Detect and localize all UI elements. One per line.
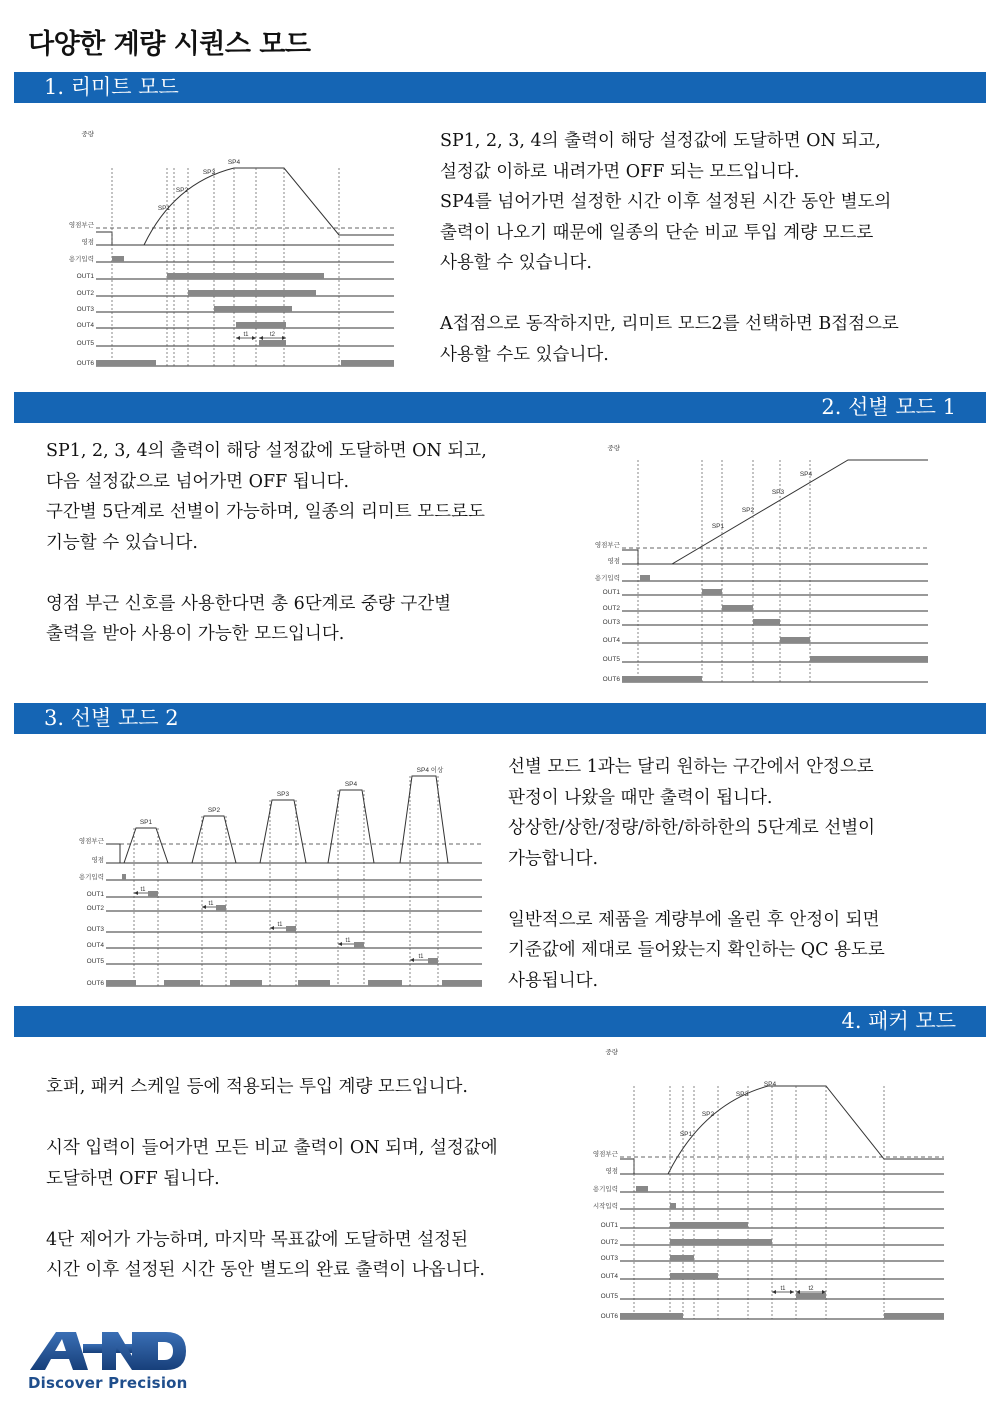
diagram-label: OUT4	[86, 942, 104, 949]
text-line: SP1, 2, 3, 4의 출력이 해당 설정값에 도달하면 ON 되고,	[440, 131, 881, 151]
timer-label: t1	[140, 887, 146, 893]
text-line: 사용할 수 있습니다.	[440, 253, 592, 273]
signal-pulse	[670, 1255, 694, 1261]
diagram-packer-mode	[588, 1044, 948, 1329]
signal-pulse	[670, 1222, 748, 1228]
arrow-head	[259, 336, 263, 340]
diagram-sort-mode-1	[590, 440, 935, 685]
diagram-label: SP1	[679, 1131, 693, 1138]
diagram-label: OUT1	[600, 1222, 618, 1229]
timer-label: t1	[208, 901, 214, 907]
text-line: 다음 설정값으로 넘어가면 OFF 됩니다.	[46, 471, 350, 492]
diagram-label: 영점	[91, 857, 104, 864]
diagram-label: SP2	[207, 807, 221, 814]
text-line: 사용됩니다.	[508, 970, 599, 991]
text-line: 영점 부근 신호를 사용한다면 총 6단계로 중량 구간별	[46, 593, 452, 614]
diagram-label: OUT2	[86, 905, 104, 912]
arrow-head	[790, 1290, 794, 1294]
signal-pulse	[640, 575, 650, 581]
arrow-head	[236, 336, 240, 340]
weight-curve	[622, 460, 928, 564]
timer-label: t1	[345, 938, 351, 944]
diagram-label: 중량	[81, 131, 94, 138]
diagram-label: OUT3	[86, 926, 104, 933]
timer-label: t2	[269, 332, 276, 338]
diagram-label: OUT3	[602, 619, 620, 626]
diagram-label: 시작입력	[592, 1203, 618, 1210]
diagram-label: SP3	[771, 489, 785, 496]
signal-pulse	[230, 980, 262, 986]
text-line: 도달하면 OFF 됩니다.	[46, 1168, 220, 1189]
signal-pulse	[884, 1313, 944, 1319]
diagram-label: 용기입력	[594, 575, 620, 582]
signal-pulse	[96, 360, 156, 366]
signal-pulse	[112, 256, 124, 262]
diagram-label: OUT2	[602, 605, 620, 612]
section-heading-sort-mode-1: 2. 선별 모드 1	[14, 392, 986, 423]
diagram-label: 영점부근	[592, 1151, 618, 1158]
signal-pulse	[286, 926, 296, 932]
diagram-label: OUT3	[76, 306, 94, 313]
signal-pulse	[670, 1203, 676, 1209]
diagram-label: SP4 이상	[416, 767, 444, 774]
text-line: 기능할 수 있습니다.	[46, 532, 198, 553]
timing-chart	[64, 128, 409, 373]
diagram-label: OUT6	[600, 1313, 618, 1320]
diagram-label: 영점부근	[594, 542, 620, 549]
signal-pulse	[214, 306, 292, 312]
signal-pulse	[341, 360, 394, 366]
diagram-label: 중량	[605, 1049, 618, 1056]
text-line: 사용할 수도 있습니다.	[440, 344, 609, 365]
arrow-head	[338, 942, 342, 946]
text-line: 시작 입력이 들어가면 모든 비교 출력이 ON 되며, 설정값에	[46, 1138, 498, 1158]
diagram-label: OUT5	[602, 656, 620, 663]
diagram-label: SP1	[711, 523, 725, 530]
diagram-label: 용기입력	[68, 256, 94, 263]
signal-pulse	[620, 1313, 683, 1319]
arrow-head	[772, 1290, 776, 1294]
signal-pulse	[106, 980, 136, 986]
timing-chart	[588, 1044, 948, 1329]
diagram-label: OUT6	[76, 360, 94, 367]
diagram-label: 영점부근	[68, 222, 94, 229]
diagram-label: SP2	[741, 507, 755, 514]
diagram-label: OUT6	[602, 676, 620, 683]
text-line: 가능합니다.	[508, 848, 599, 869]
signal-pulse	[428, 958, 438, 964]
arrow-head	[270, 926, 274, 930]
text-line: 구간별 5단계로 선별이 가능하며, 일종의 리미트 모드로도	[46, 502, 485, 522]
signal-pulse	[780, 637, 810, 643]
signal-pulse	[753, 619, 780, 625]
text-line: 일반적으로 제품을 계량부에 올린 후 안정이 되면	[508, 909, 880, 930]
timer-label: t1	[780, 1286, 786, 1292]
diagram-label: SP1	[157, 205, 171, 212]
diagram-label: 중량	[607, 445, 620, 452]
diagram-label: OUT1	[86, 891, 104, 898]
diagram-label: OUT4	[602, 637, 620, 644]
diagram-label: OUT4	[76, 322, 94, 329]
text-line: 선별 모드 1과는 달리 원하는 구간에서 안정으로	[508, 757, 874, 777]
diagram-label: OUT5	[600, 1293, 618, 1300]
text-line: 4단 제어가 가능하며, 마지막 목표값에 도달하면 설정된	[46, 1229, 468, 1250]
diagram-label: 용기입력	[78, 874, 104, 881]
text-line: 기준값에 제대로 들어왔는지 확인하는 QC 용도로	[508, 940, 885, 960]
text-line: 상상한/상한/정량/하한/하하한의 5단계로 선별이	[508, 818, 876, 838]
signal-pulse	[796, 1293, 826, 1299]
diagram-label: OUT4	[600, 1273, 618, 1280]
signal-pulse	[810, 656, 928, 662]
section-heading-limit-mode: 1. 리미트 모드	[14, 72, 986, 103]
signal-pulse	[188, 290, 316, 296]
section-text-sort-mode-2	[508, 752, 885, 996]
text-line: 시간 이후 설정된 시간 동안 별도의 완료 출력이 나옵니다.	[46, 1260, 485, 1280]
weight-curve	[106, 776, 482, 863]
section-text-packer-mode	[46, 1072, 498, 1286]
diagram-label: SP4	[763, 1081, 777, 1088]
text-line: 판정이 나왔을 때만 출력이 됩니다.	[508, 787, 773, 808]
signal-pulse	[298, 980, 330, 986]
signal-pulse	[167, 273, 324, 279]
diagram-label: OUT1	[602, 589, 620, 596]
signal-pulse	[702, 589, 722, 595]
weight-curve	[620, 1086, 944, 1174]
diagram-label: OUT3	[600, 1255, 618, 1262]
text-line: 출력이 나오기 때문에 일종의 단순 비교 투입 계량 모드로	[440, 222, 874, 243]
arrow-head	[134, 891, 138, 895]
diagram-label: SP4	[344, 781, 358, 788]
signal-pulse	[722, 605, 753, 611]
timer-label: t2	[808, 1286, 814, 1292]
section-heading-packer-mode: 4. 패커 모드	[14, 1006, 986, 1037]
diagram-label: SP4	[799, 471, 813, 478]
diagram-label: SP1	[139, 819, 153, 826]
diagram-label: OUT6	[86, 980, 104, 987]
signal-pulse	[368, 980, 402, 986]
signal-pulse	[236, 322, 286, 328]
diagram-label: SP3	[276, 791, 290, 798]
text-line: 설정값 이하로 내려가면 OFF 되는 모드입니다.	[440, 161, 800, 182]
text-line: SP1, 2, 3, 4의 출력이 해당 설정값에 도달하면 ON 되고,	[46, 441, 487, 461]
signal-pulse	[216, 905, 226, 911]
signal-pulse	[636, 1186, 648, 1192]
diagram-sort-mode-2	[64, 760, 484, 992]
timer-label: t1	[243, 332, 249, 338]
diagram-label: SP2	[701, 1111, 715, 1118]
timing-chart	[64, 760, 484, 992]
diagram-label: 영점	[605, 1168, 618, 1175]
section-text-sort-mode-1	[46, 436, 487, 650]
signal-pulse	[670, 1273, 718, 1279]
arrow-head	[252, 336, 256, 340]
signal-pulse	[442, 980, 482, 986]
diagram-label: 영점	[81, 239, 94, 246]
text-line: A접점으로 동작하지만, 리미트 모드2를 선택하면 B접점으로	[440, 314, 899, 334]
signal-pulse	[122, 874, 126, 880]
section-heading-sort-mode-2: 3. 선별 모드 2	[14, 703, 986, 734]
diagram-label: OUT2	[600, 1239, 618, 1246]
timer-label: t1	[418, 954, 424, 960]
logo-tagline: Discover Precision	[28, 1374, 188, 1392]
diagram-label: 용기입력	[592, 1186, 618, 1193]
and-logo-icon	[28, 1330, 188, 1372]
signal-pulse	[148, 891, 158, 897]
timing-chart	[590, 440, 935, 685]
diagram-label: SP2	[175, 187, 189, 194]
section-text-limit-mode	[440, 126, 899, 370]
signal-pulse	[259, 340, 286, 346]
diagram-label: SP3	[202, 169, 216, 176]
diagram-label: 영점	[607, 558, 620, 565]
diagram-label: OUT5	[86, 958, 104, 965]
signal-pulse	[622, 676, 702, 682]
page-title: 다양한 계량 시퀀스 모드	[28, 29, 311, 60]
signal-pulse	[670, 1239, 772, 1245]
signal-pulse	[354, 942, 364, 948]
arrow-head	[410, 958, 414, 962]
diagram-label: OUT5	[76, 340, 94, 347]
diagram-limit-mode	[64, 128, 409, 373]
diagram-label: 영점부근	[78, 838, 104, 845]
diagram-label: SP3	[735, 1091, 749, 1098]
text-line: SP4를 넘어가면 설정한 시간 이후 설정된 시간 동안 별도의	[440, 192, 892, 212]
text-line: 호퍼, 패커 스케일 등에 적용되는 투입 계량 모드입니다.	[46, 1077, 468, 1097]
diagram-label: OUT2	[76, 290, 94, 297]
arrow-head	[202, 905, 206, 909]
text-line: 출력을 받아 사용이 가능한 모드입니다.	[46, 624, 345, 644]
diagram-label: SP4	[227, 159, 241, 166]
signal-pulse	[164, 980, 200, 986]
diagram-label: OUT1	[76, 273, 94, 280]
weight-curve	[96, 168, 394, 245]
timer-label: t1	[277, 922, 283, 928]
brand-logo	[28, 1330, 198, 1392]
